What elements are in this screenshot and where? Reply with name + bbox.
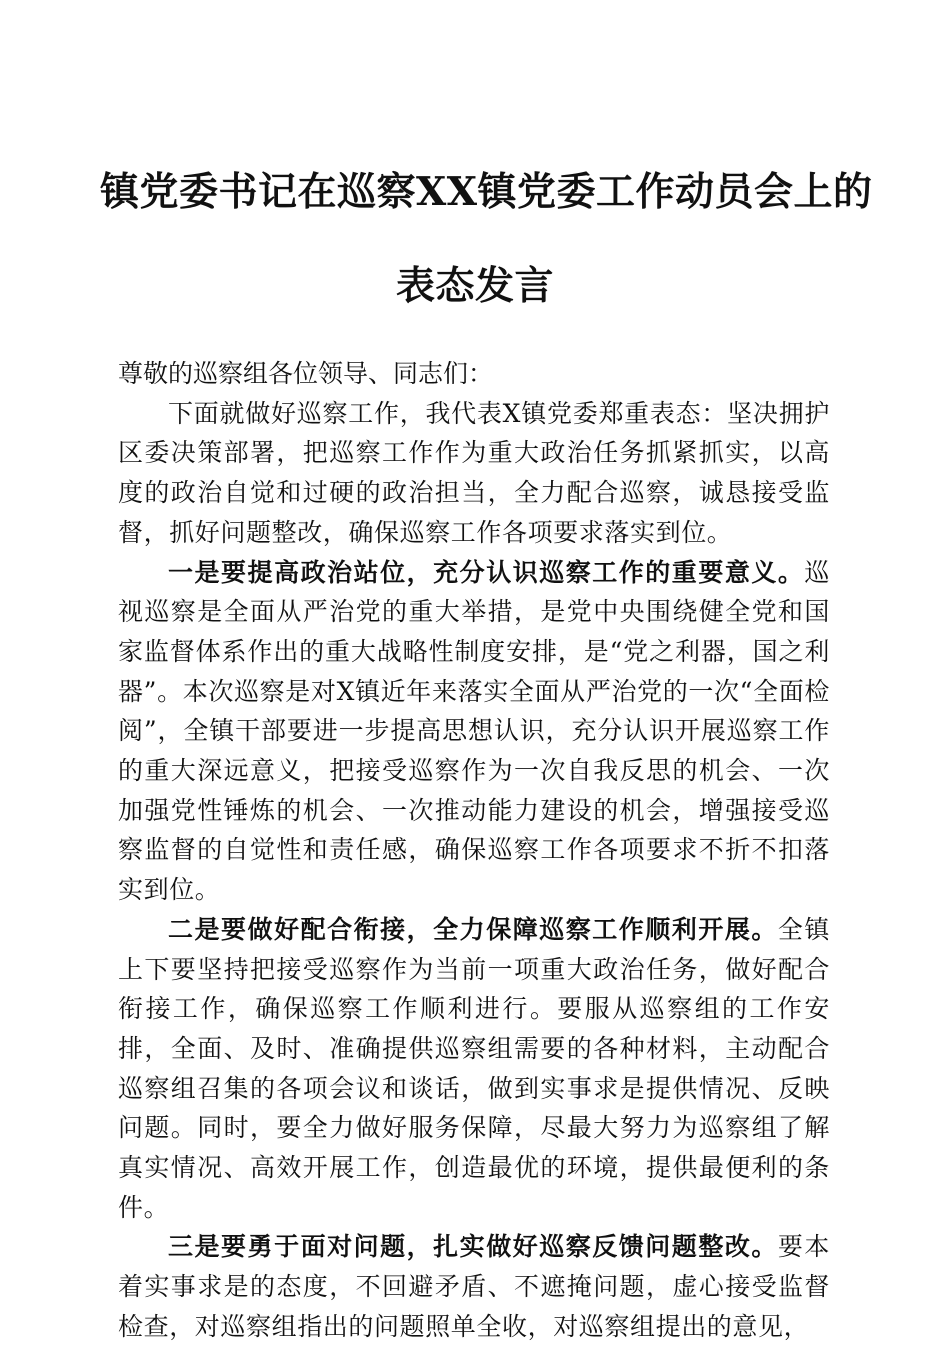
point-text-2: 全镇上下要坚持把接受巡察作为当前一项重大政治任务，做好配合衔接工作，确保巡察工作顺利进行。要服从巡察组的工作安排，全面、及时、准确提供巡察组需要的各种材料，主动配合巡察组召集的各项会议和谈话，做到实事求是提供情况、反映问题。同时，要全力做好服务保障，尽最大努力为巡察组了解真实情况、高效开展工作，创造最优的环境，提供最便利的条件。 [118,914,830,1222]
point-heading-1: 一是要提高政治站位，充分认识巡察工作的重要意义。 [168,557,805,587]
point-heading-2: 二是要做好配合衔接，全力保障巡察工作顺利开展。 [168,914,778,944]
point-paragraph-1 [118,553,830,910]
document-title-line-2: 表态发言 [395,263,554,309]
point-paragraph-3 [118,1227,830,1346]
point-heading-3: 三是要勇于面对问题，扎实做好巡察反馈问题整改。 [168,1232,778,1262]
document-title-line-1: 镇党委书记在巡察XX镇党委工作动员会上的 [100,169,873,215]
salutation: 尊敬的巡察组各位领导、同志们： [118,359,494,388]
point-text-1: 巡视巡察是全面从严治党的重大举措，是党中央围绕健全党和国家监督体系作出的重大战略性制度安排，是“党之利器，国之利器”。本次巡察是对X镇近年来落实全面从严治党的一次“全面检阅”，全镇干部要进一步提高思想认识，充分认识开展巡察工作的重大深远意义，把接受巡察作为一次自我反思的机会、一次加强党性锤炼的机会、一次推动能力建设的机会，增强接受巡察监督的自觉性和责任感，确保巡察工作各项要求不折不扣落实到位。 [118,557,830,905]
intro-paragraph: 下面就做好巡察工作，我代表X镇党委郑重表态：坚决拥护区委决策部署，把巡察工作作为重大政治任务抓紧抓实，以高度的政治自觉和过硬的政治担当，全力配合巡察，诚恳接受监督，抓好问题整改，确保巡察工作各项要求落实到位。 [118,398,830,547]
point-paragraph-2 [118,910,830,1228]
document-body [118,354,830,1347]
point-text-3: 要本着实事求是的态度，不回避矛盾、不遮掩问题，虚心接受监督检查，对巡察组指出的问题照单全收，对巡察组提出的意见， [118,1232,830,1341]
